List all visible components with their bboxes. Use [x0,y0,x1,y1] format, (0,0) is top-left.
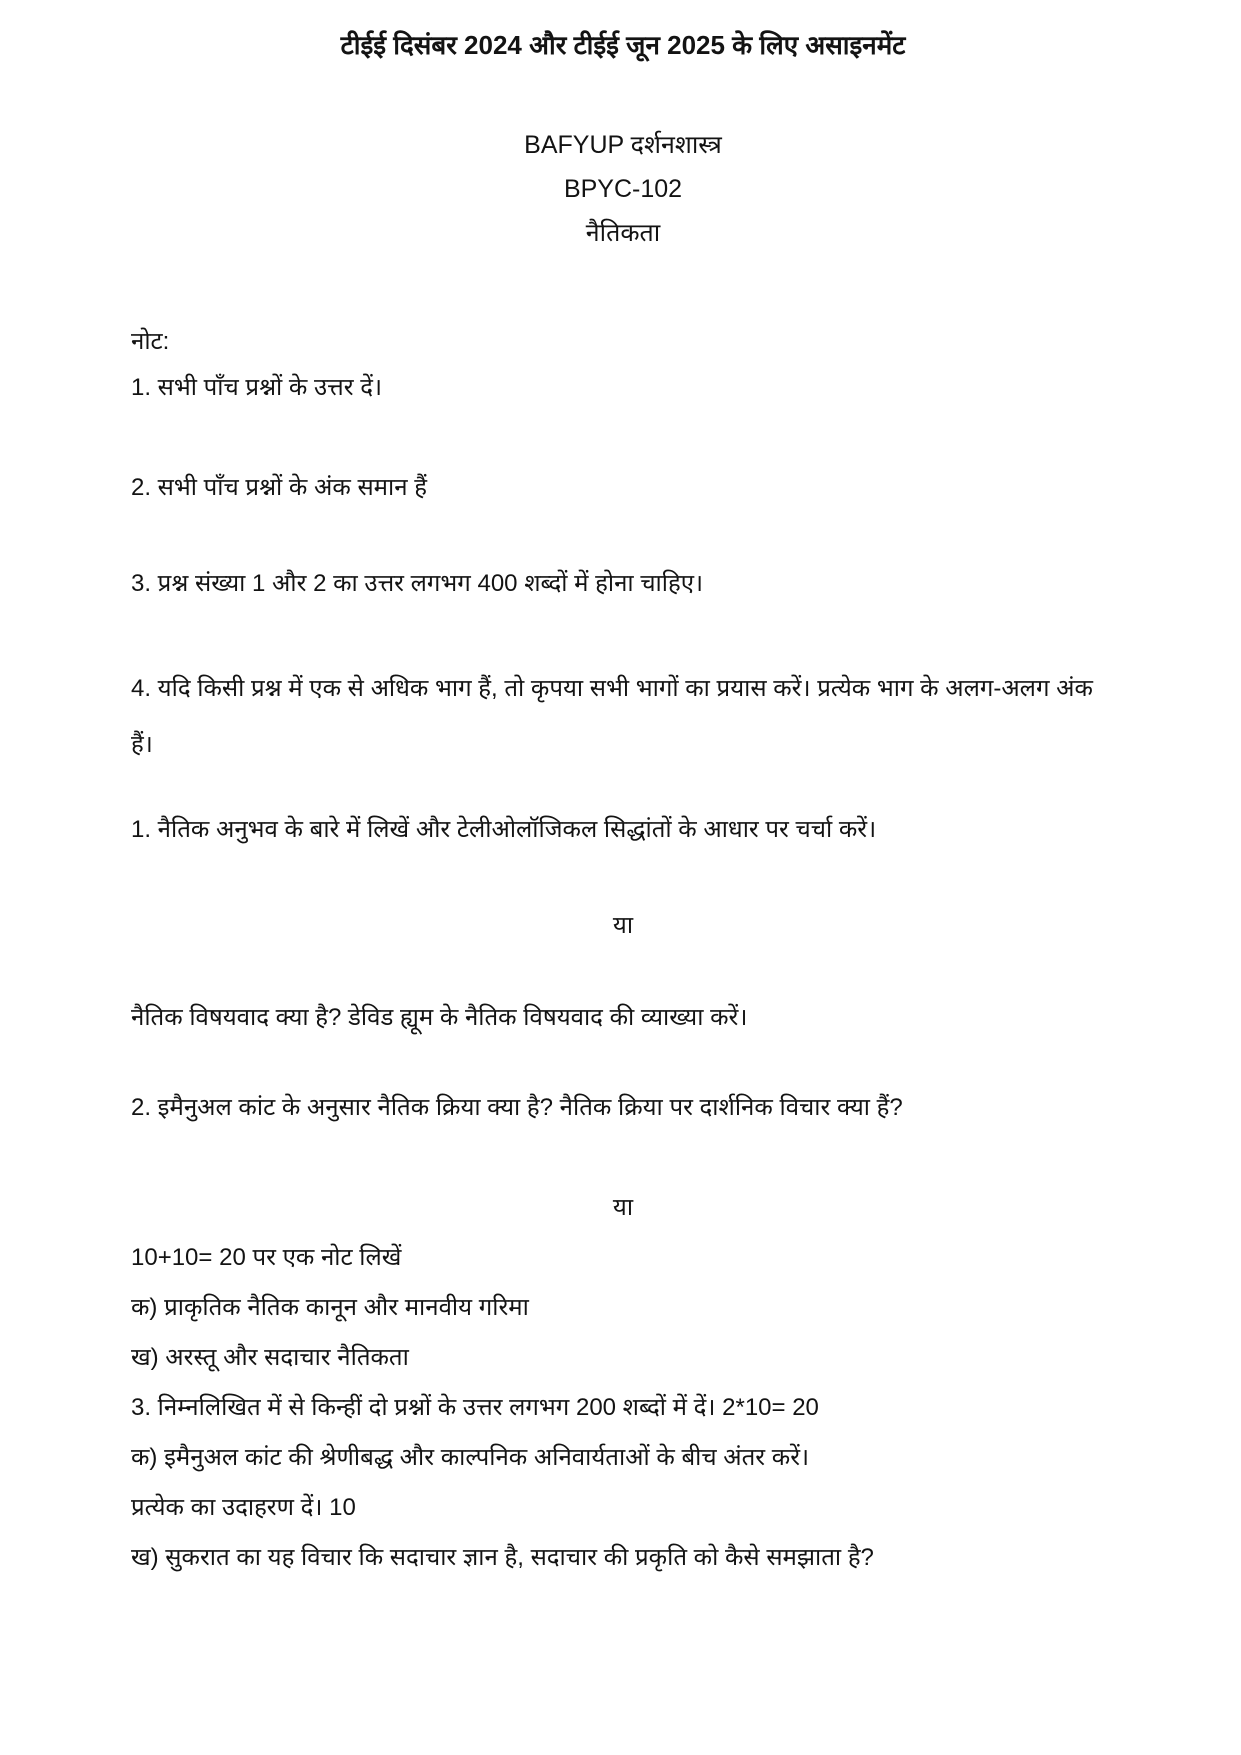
question-2-alternative-and-question-3 [131,1233,1115,1583]
note-item-1: 1. सभी पाँच प्रश्नों के उत्तर दें। [131,374,383,401]
course-title: नैतिकता [585,219,661,247]
question-2-alt-option-a: क) प्राकृतिक नैतिक कानून और मानवीय गरिमा [131,1294,529,1321]
note-item-4: 4. यदि किसी प्रश्न में एक से अधिक भाग हैं, तो कृपया सभी भागों का प्रयास करें। प्रत्येक भाग के अलग-अलग अंक हैं। [131,675,1093,758]
question-2-alt-option-b: ख) अरस्तू और सदाचार नैतिकता [131,1344,409,1371]
question-3-option-b: ख) सुकरात का यह विचार कि सदाचार ज्ञान है, सदाचार की प्रकृति को कैसे समझाता है? [131,1544,874,1571]
note-heading: नोट: [131,328,170,355]
question-2: 2. इमैनुअल कांट के अनुसार नैतिक क्रिया क्या है? नैतिक क्रिया पर दार्शनिक विचार क्या हैं? [131,1094,903,1121]
question-1-alternative: नैतिक विषयवाद क्या है? डेविड ह्यूम के नैतिक विषयवाद की व्याख्या करें। [131,1004,748,1031]
program-name: BAFYUP दर्शनशास्त्र [524,131,722,159]
question-3: 3. निम्नलिखित में से किन्हीं दो प्रश्नों के उत्तर लगभग 200 शब्दों में दें। 2*10= 20 [131,1394,819,1421]
note-item-2: 2. सभी पाँच प्रश्नों के अंक समान हैं [131,474,427,501]
course-header [131,123,1115,255]
question-2-alt-intro: 10+10= 20 पर एक नोट लिखें [131,1244,402,1271]
question-3-option-a-continued: प्रत्येक का उदाहरण दें। 10 [131,1494,356,1521]
or-separator-1: या [612,912,634,939]
question-3-option-a: क) इमैनुअल कांट की श्रेणीबद्ध और काल्पनिक अनिवार्यताओं के बीच अंतर करें। [131,1444,810,1471]
course-code: BPYC-102 [563,175,683,203]
question-1: 1. नैतिक अनुभव के बारे में लिखें और टेलीओलॉजिकल सिद्धांतों के आधार पर चर्चा करें। [131,816,877,843]
assignment-title: टीईई दिसंबर 2024 और टीईई जून 2025 के लिए असाइनमेंट [340,30,906,60]
note-item-3: 3. प्रश्न संख्या 1 और 2 का उत्तर लगभग 400 शब्दों में होना चाहिए। [131,570,704,597]
or-separator-2: या [612,1194,634,1221]
